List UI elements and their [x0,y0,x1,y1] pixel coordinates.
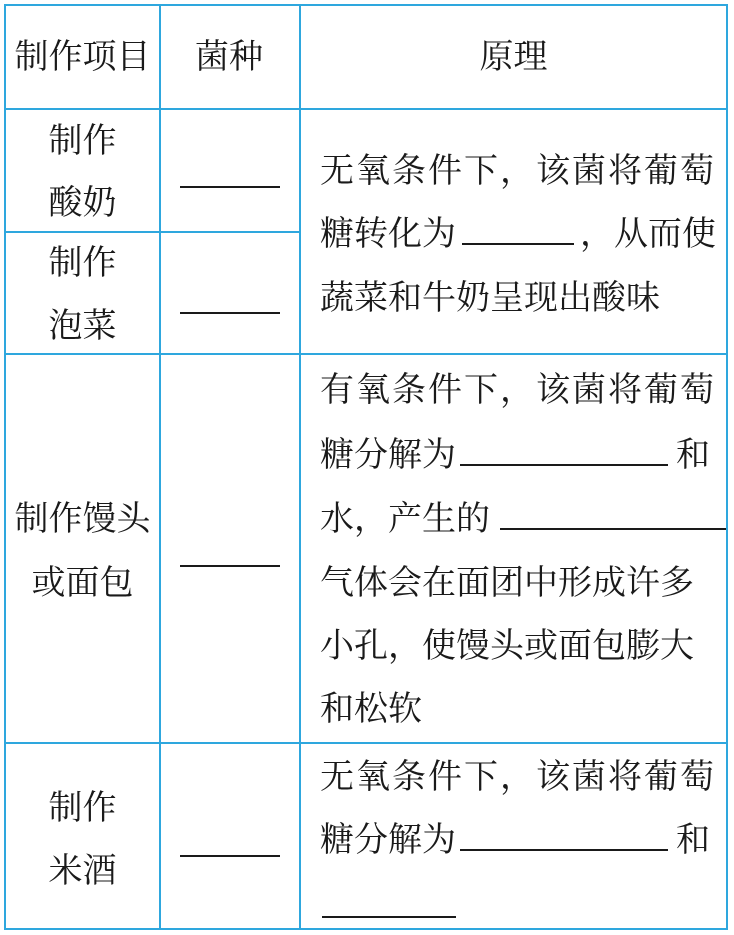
header-divider [6,108,726,110]
bread-label-line2: 或面包 [31,563,134,603]
pickle-label-line1: 制作 [48,243,117,283]
ricewine-principle-line1: 无氧条件下，该菌将葡萄 [320,757,716,797]
row-divider-bread-ricewine [6,742,726,744]
row-divider-yogurt-pickle [6,231,299,233]
pickle-strain-blank [180,312,280,314]
yogurt-strain-blank [180,186,280,188]
column-divider-2 [299,6,301,928]
yogurt-label-line1: 制作 [48,121,117,161]
ricewine-strain-blank [180,855,280,857]
ricewine-principle-line2b: 和 [676,820,710,860]
pickle-label-line2: 泡菜 [48,306,117,346]
bread-principle-line3a: 水，产生的 [320,499,490,539]
bread-strain-blank [180,565,280,567]
ricewine-principle-line2 [320,820,710,860]
lactic-principle-line2a: 糖转化为 [320,214,456,254]
lactic-principle-line2 [320,214,716,254]
bread-label-line1: 制作馒头 [14,499,151,539]
column-divider-1 [159,6,161,928]
yogurt-label-line2: 酸奶 [48,183,117,223]
bread-principle-line5: 小孔，使馒头或面包膨大 [320,626,694,666]
header-principle: 原理 [479,37,548,77]
row-divider-pickle-bread [6,353,726,355]
bread-principle-line1: 有氧条件下，该菌将葡萄 [320,370,716,410]
lactic-principle-line3: 蔬菜和牛奶呈现出酸味 [320,278,660,318]
lactic-principle-line1: 无氧条件下，该菌将葡萄 [320,151,716,191]
bread-principle-line4: 气体会在面团中形成许多 [320,563,694,603]
header-strain: 菌种 [195,37,263,77]
bread-principle-line6: 和松软 [320,689,422,729]
lactic-product-blank [462,241,574,245]
ricewine-label-line2: 米酒 [48,851,117,891]
bread-principle-line2 [320,435,710,475]
bread-principle-line2a: 糖分解为 [320,435,456,475]
bread-principle-line2b: 和 [676,435,710,475]
lactic-principle-line2b: ，从而使 [580,214,716,254]
ricewine-principle-line2a: 糖分解为 [320,820,456,860]
bread-gas-blank [500,526,726,530]
ricewine-product2-blank [322,916,456,918]
bread-principle-line3 [320,499,726,539]
ricewine-product1-blank [460,847,668,851]
header-project: 制作项目 [14,37,151,77]
bread-product1-blank [460,462,668,466]
ricewine-label-line1: 制作 [48,788,117,828]
